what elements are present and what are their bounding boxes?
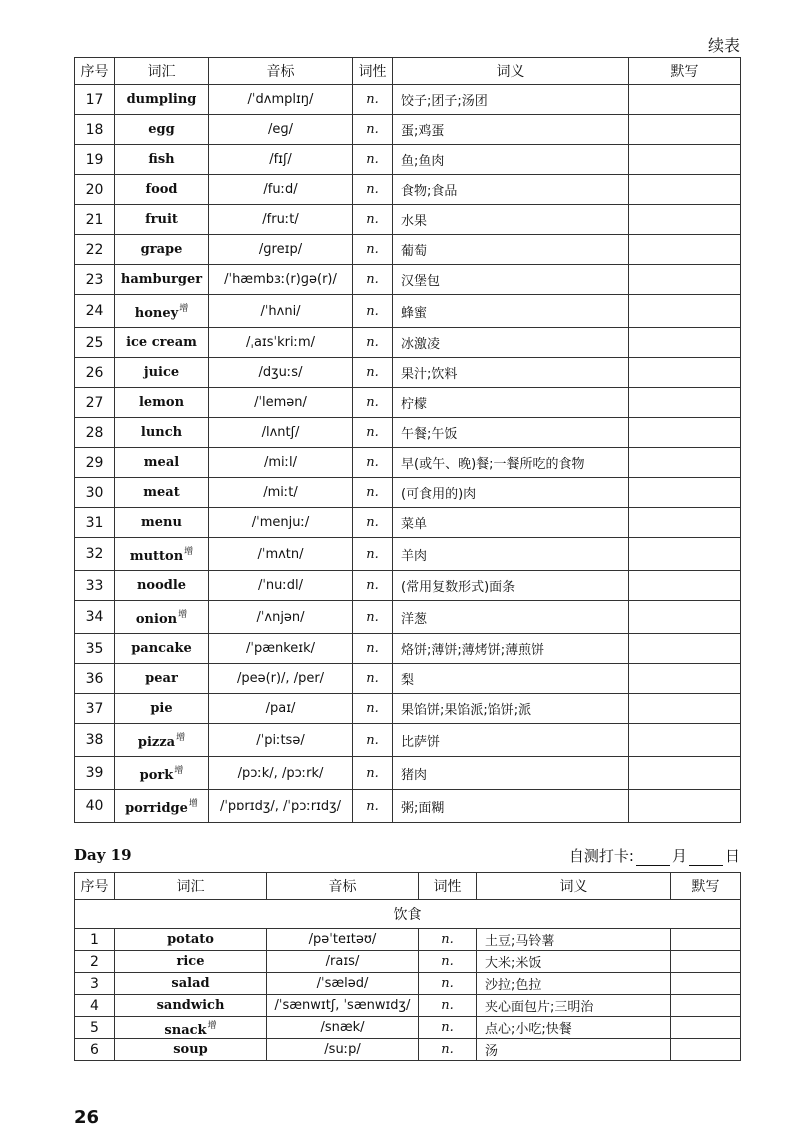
vocab-word [115, 328, 209, 358]
day-title: Day 19 [74, 846, 132, 864]
table-row [75, 1017, 741, 1039]
vocabulary-table-day19 [74, 872, 741, 1061]
phonetic: /snæk/ [267, 1017, 419, 1039]
self-test-checkin [569, 845, 740, 866]
continued-table-label: 续表 [707, 36, 740, 55]
table-row [75, 418, 741, 448]
table-row [75, 1039, 741, 1061]
part-of-speech: n. [419, 995, 477, 1017]
column-header-word: 词汇 [115, 873, 267, 900]
dictation-cell[interactable] [629, 418, 741, 448]
dictation-cell[interactable] [629, 478, 741, 508]
meaning: 汉堡包 [393, 265, 629, 295]
meaning: 猪肉 [393, 757, 629, 790]
row-index: 25 [75, 328, 115, 358]
meaning: 比萨饼 [393, 724, 629, 757]
table-header-row [75, 873, 741, 900]
part-of-speech: n. [353, 145, 393, 175]
vocab-word [115, 85, 209, 115]
row-index: 33 [75, 571, 115, 601]
vocab-word-text: menu [141, 515, 182, 530]
table-row [75, 538, 741, 571]
vocab-word-text: pear [145, 671, 178, 686]
phonetic: /raɪs/ [267, 951, 419, 973]
table-row [75, 508, 741, 538]
vocab-word-text: salad [171, 976, 210, 991]
row-index: 38 [75, 724, 115, 757]
phonetic: /dʒuːs/ [209, 358, 353, 388]
table-row [75, 694, 741, 724]
meaning: 汤 [477, 1039, 671, 1061]
vocab-word [115, 145, 209, 175]
vocab-word [115, 115, 209, 145]
part-of-speech: n. [353, 295, 393, 328]
vocab-word [115, 601, 209, 634]
dictation-cell[interactable] [629, 265, 741, 295]
month-blank[interactable] [636, 851, 670, 866]
part-of-speech: n. [353, 694, 393, 724]
dictation-cell[interactable] [671, 1039, 741, 1061]
dictation-cell[interactable] [629, 508, 741, 538]
vocab-word-text: fruit [145, 212, 178, 227]
row-index: 26 [75, 358, 115, 388]
vocab-word [115, 951, 267, 973]
meaning: 柠檬 [393, 388, 629, 418]
dictation-cell[interactable] [629, 601, 741, 634]
row-index: 36 [75, 664, 115, 694]
row-index: 3 [75, 973, 115, 995]
vocab-word [115, 205, 209, 235]
vocab-word-text: meal [143, 455, 180, 470]
meaning: (常用复数形式)面条 [393, 571, 629, 601]
table-row [75, 973, 741, 995]
meaning: 早(或午、晚)餐;一餐所吃的食物 [393, 448, 629, 478]
phonetic: /ˈʌnjən/ [209, 601, 353, 634]
part-of-speech: n. [353, 175, 393, 205]
dictation-cell[interactable] [629, 85, 741, 115]
table-row [75, 295, 741, 328]
row-index: 27 [75, 388, 115, 418]
column-header-index: 序号 [75, 58, 115, 85]
meaning: (可食用的)肉 [393, 478, 629, 508]
table-row [75, 757, 741, 790]
table-row [75, 724, 741, 757]
vocab-word [115, 995, 267, 1017]
vocab-word [115, 1017, 267, 1039]
vocab-word-text: onion [135, 612, 178, 627]
vocab-word-text: hamburger [120, 272, 203, 287]
dictation-cell[interactable] [629, 538, 741, 571]
phonetic: /eɡ/ [209, 115, 353, 145]
dictation-cell[interactable] [629, 790, 741, 823]
phonetic: /fɪʃ/ [209, 145, 353, 175]
dictation-cell[interactable] [629, 724, 741, 757]
vocab-word-text: porridge [125, 801, 188, 816]
table-row [75, 929, 741, 951]
meaning: 冰激凌 [393, 328, 629, 358]
column-header-dictation: 默写 [629, 58, 741, 85]
table-row [75, 478, 741, 508]
vocab-word-text: sandwich [156, 998, 225, 1013]
dictation-cell[interactable] [629, 175, 741, 205]
dictation-cell[interactable] [629, 388, 741, 418]
row-index: 29 [75, 448, 115, 478]
phonetic: /fuːd/ [209, 175, 353, 205]
table-row [75, 388, 741, 418]
phonetic: /peə(r)/, /per/ [209, 664, 353, 694]
vocab-word-text: pork [139, 768, 174, 783]
meaning: 果汁;饮料 [393, 358, 629, 388]
meaning: 夹心面包片;三明治 [477, 995, 671, 1017]
vocab-word [115, 448, 209, 478]
row-index: 34 [75, 601, 115, 634]
vocab-word [115, 358, 209, 388]
part-of-speech: n. [419, 1017, 477, 1039]
meaning: 粥;面糊 [393, 790, 629, 823]
part-of-speech: n. [353, 478, 393, 508]
vocab-word [115, 508, 209, 538]
part-of-speech: n. [353, 724, 393, 757]
meaning: 梨 [393, 664, 629, 694]
part-of-speech: n. [353, 790, 393, 823]
column-header-word: 词汇 [115, 58, 209, 85]
phonetic: /ˈlemən/ [209, 388, 353, 418]
row-index: 21 [75, 205, 115, 235]
vocab-word [115, 724, 209, 757]
phonetic: /ˈhʌni/ [209, 295, 353, 328]
row-index: 4 [75, 995, 115, 1017]
table-row [75, 571, 741, 601]
meaning: 大米;米饭 [477, 951, 671, 973]
phonetic: /ˈmʌtn/ [209, 538, 353, 571]
part-of-speech: n. [353, 634, 393, 664]
meaning: 土豆;马铃薯 [477, 929, 671, 951]
table-row [75, 995, 741, 1017]
part-of-speech: n. [353, 571, 393, 601]
vocab-word-text: lemon [138, 395, 185, 410]
dictation-cell[interactable] [629, 145, 741, 175]
phonetic: /ˈpænkeɪk/ [209, 634, 353, 664]
vocab-word-text: meat [143, 485, 180, 500]
dictation-cell[interactable] [629, 358, 741, 388]
vocab-word [115, 1039, 267, 1061]
dictation-cell[interactable] [629, 205, 741, 235]
vocab-word-text: pie [150, 701, 173, 716]
phonetic: /ˈmenjuː/ [209, 508, 353, 538]
row-index: 37 [75, 694, 115, 724]
vocab-word [115, 235, 209, 265]
section-row [75, 900, 741, 929]
meaning: 蛋;鸡蛋 [393, 115, 629, 145]
day-label: 日 [724, 847, 740, 865]
row-index: 40 [75, 790, 115, 823]
part-of-speech: n. [353, 265, 393, 295]
phonetic: /ˌaɪsˈkriːm/ [209, 328, 353, 358]
column-header-phonetic: 音标 [267, 873, 419, 900]
column-header-index: 序号 [75, 873, 115, 900]
part-of-speech: n. [353, 508, 393, 538]
meaning: 食物;食品 [393, 175, 629, 205]
table-row [75, 205, 741, 235]
vocab-word [115, 634, 209, 664]
dictation-cell[interactable] [671, 1017, 741, 1039]
dictation-cell[interactable] [629, 571, 741, 601]
vocab-word [115, 664, 209, 694]
row-index: 18 [75, 115, 115, 145]
vocab-word [115, 478, 209, 508]
new-word-mark: 增 [184, 547, 194, 557]
part-of-speech: n. [353, 601, 393, 634]
table-row [75, 664, 741, 694]
vocab-word-text: food [145, 182, 178, 197]
meaning: 果馅饼;果馅派;馅饼;派 [393, 694, 629, 724]
vocabulary-table-continued [74, 57, 741, 823]
meaning: 洋葱 [393, 601, 629, 634]
dictation-cell[interactable] [629, 235, 741, 265]
vocab-word-text: rice [176, 954, 205, 969]
dictation-cell[interactable] [671, 951, 741, 973]
part-of-speech: n. [353, 205, 393, 235]
meaning: 沙拉;色拉 [477, 973, 671, 995]
column-header-pos: 词性 [353, 58, 393, 85]
dictation-cell[interactable] [671, 973, 741, 995]
phonetic: /ˈpiːtsə/ [209, 724, 353, 757]
vocab-word-text: lunch [140, 425, 183, 440]
part-of-speech: n. [353, 235, 393, 265]
part-of-speech: n. [353, 388, 393, 418]
dictation-cell[interactable] [629, 115, 741, 145]
new-word-mark: 增 [188, 799, 198, 809]
dictation-cell[interactable] [629, 328, 741, 358]
phonetic: /pɔːk/, /pɔːrk/ [209, 757, 353, 790]
part-of-speech: n. [353, 757, 393, 790]
phonetic: /miːl/ [209, 448, 353, 478]
vocab-word-text: pizza [137, 735, 176, 750]
meaning: 蜂蜜 [393, 295, 629, 328]
phonetic: /ˈnuːdl/ [209, 571, 353, 601]
phonetic: /ˈsæləd/ [267, 973, 419, 995]
column-header-meaning: 词义 [393, 58, 629, 85]
new-word-mark: 增 [179, 304, 189, 314]
phonetic: /miːt/ [209, 478, 353, 508]
part-of-speech: n. [353, 418, 393, 448]
table-row [75, 235, 741, 265]
vocab-word [115, 388, 209, 418]
column-header-phonetic: 音标 [209, 58, 353, 85]
row-index: 31 [75, 508, 115, 538]
vocab-word [115, 295, 209, 328]
day-blank[interactable] [689, 851, 723, 866]
vocab-word [115, 790, 209, 823]
vocab-word [115, 757, 209, 790]
meaning: 点心;小吃;快餐 [477, 1017, 671, 1039]
page-number: 26 [74, 1107, 100, 1128]
table-row [75, 85, 741, 115]
part-of-speech: n. [419, 1039, 477, 1061]
vocab-word [115, 973, 267, 995]
part-of-speech: n. [419, 973, 477, 995]
part-of-speech: n. [353, 115, 393, 145]
row-index: 22 [75, 235, 115, 265]
vocab-word [115, 265, 209, 295]
meaning: 羊肉 [393, 538, 629, 571]
part-of-speech: n. [353, 538, 393, 571]
dictation-cell[interactable] [671, 929, 741, 951]
dictation-cell[interactable] [629, 634, 741, 664]
phonetic: /ˈdʌmplɪŋ/ [209, 85, 353, 115]
table-row [75, 634, 741, 664]
dictation-cell[interactable] [629, 757, 741, 790]
phonetic: /ˈpɒrɪdʒ/, /ˈpɔːrɪdʒ/ [209, 790, 353, 823]
dictation-cell[interactable] [671, 995, 741, 1017]
row-index: 5 [75, 1017, 115, 1039]
phonetic: /fruːt/ [209, 205, 353, 235]
table-row [75, 175, 741, 205]
row-index: 6 [75, 1039, 115, 1061]
row-index: 30 [75, 478, 115, 508]
row-index: 19 [75, 145, 115, 175]
vocab-word-text: grape [140, 242, 183, 257]
vocab-word-text: juice [143, 365, 180, 380]
meaning: 水果 [393, 205, 629, 235]
row-index: 32 [75, 538, 115, 571]
phonetic: /suːp/ [267, 1039, 419, 1061]
table-row [75, 358, 741, 388]
section-title: 饮食 [75, 900, 741, 929]
month-label: 月 [671, 847, 687, 865]
phonetic: /ɡreɪp/ [209, 235, 353, 265]
vocab-word-text: mutton [129, 549, 184, 564]
table-row [75, 790, 741, 823]
phonetic: /lʌntʃ/ [209, 418, 353, 448]
vocab-word-text: dumpling [126, 92, 197, 107]
part-of-speech: n. [419, 929, 477, 951]
phonetic: /pəˈteɪtəʊ/ [267, 929, 419, 951]
meaning: 鱼;鱼肉 [393, 145, 629, 175]
vocab-word [115, 175, 209, 205]
table-row [75, 601, 741, 634]
part-of-speech: n. [353, 664, 393, 694]
new-word-mark: 增 [176, 733, 186, 743]
table-row [75, 265, 741, 295]
part-of-speech: n. [353, 448, 393, 478]
row-index: 20 [75, 175, 115, 205]
meaning: 葡萄 [393, 235, 629, 265]
meaning: 饺子;团子;汤团 [393, 85, 629, 115]
checkin-label: 自测打卡: [568, 847, 634, 865]
table-body [75, 85, 741, 823]
row-index: 39 [75, 757, 115, 790]
vocab-word-text: egg [148, 122, 175, 137]
table-row [75, 115, 741, 145]
row-index: 28 [75, 418, 115, 448]
column-header-meaning: 词义 [477, 873, 671, 900]
vocab-word-text: snack [164, 1022, 207, 1038]
part-of-speech: n. [353, 328, 393, 358]
table-row [75, 145, 741, 175]
row-index: 24 [75, 295, 115, 328]
table-row [75, 448, 741, 478]
vocab-word [115, 929, 267, 951]
table-row [75, 951, 741, 973]
row-index: 23 [75, 265, 115, 295]
vocab-word-text: pancake [131, 641, 192, 656]
vocab-word-text: ice cream [126, 335, 197, 350]
row-index: 2 [75, 951, 115, 973]
table-body [75, 929, 741, 1061]
table-header-row [75, 58, 741, 85]
dictation-cell[interactable] [629, 295, 741, 328]
table-row [75, 328, 741, 358]
vocab-word-text: potato [167, 932, 214, 947]
column-header-dictation: 默写 [671, 873, 741, 900]
row-index: 1 [75, 929, 115, 951]
phonetic: /paɪ/ [209, 694, 353, 724]
phonetic: /ˈhæmbɜː(r)ɡə(r)/ [209, 265, 353, 295]
new-word-mark: 增 [174, 766, 184, 776]
vocab-word-text: noodle [136, 578, 187, 593]
vocab-word-text: soup [173, 1042, 208, 1057]
phonetic: /ˈsænwɪtʃ, ˈsænwɪdʒ/ [267, 995, 419, 1017]
vocab-word-text: fish [148, 152, 175, 167]
row-index: 17 [75, 85, 115, 115]
meaning: 午餐;午饭 [393, 418, 629, 448]
meaning: 烙饼;薄饼;薄烤饼;薄煎饼 [393, 634, 629, 664]
new-word-mark: 增 [207, 1020, 217, 1031]
column-header-pos: 词性 [419, 873, 477, 900]
dictation-cell[interactable] [629, 448, 741, 478]
vocab-word [115, 694, 209, 724]
row-index: 35 [75, 634, 115, 664]
new-word-mark: 增 [178, 610, 188, 620]
vocab-word-text: honey [134, 306, 179, 321]
meaning: 菜单 [393, 508, 629, 538]
dictation-cell[interactable] [629, 694, 741, 724]
dictation-cell[interactable] [629, 664, 741, 694]
part-of-speech: n. [353, 85, 393, 115]
vocab-word [115, 571, 209, 601]
vocab-word [115, 418, 209, 448]
part-of-speech: n. [353, 358, 393, 388]
part-of-speech: n. [419, 951, 477, 973]
vocab-word [115, 538, 209, 571]
